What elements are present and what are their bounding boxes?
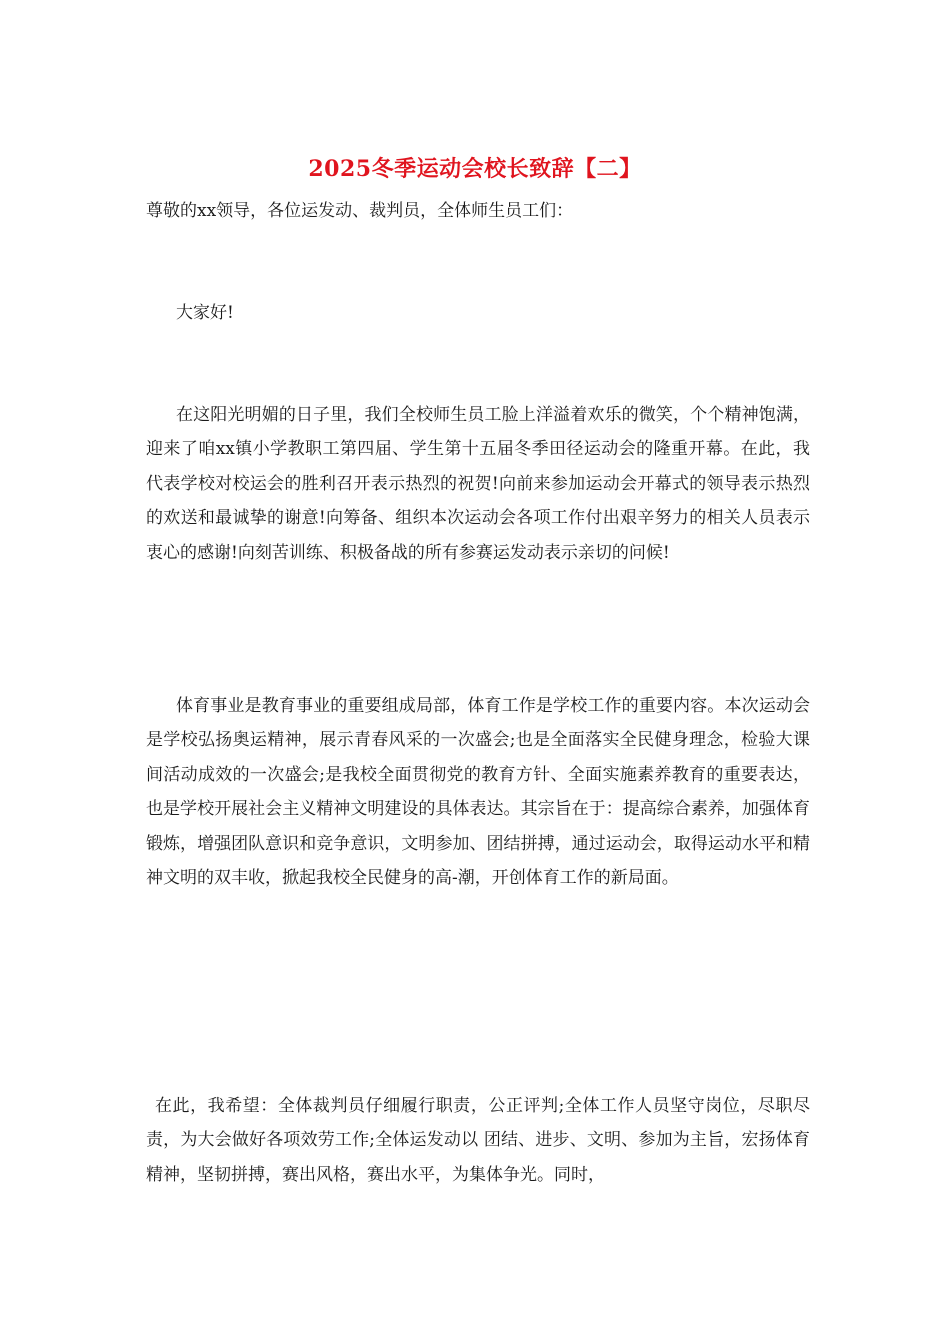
- paragraph-expectations: 在此，我希望：全体裁判员仔细履行职责，公正评判;全体工作人员坚守岗位，尽职尽责，为大会做好各项效劳工作;全体运发动以 团结、进步、文明、参加为主旨，宏扬体育精神，坚韧拼搏，赛出风格，赛出水平，为集体争光。同时，: [146, 1096, 810, 1185]
- paragraph-opening: 在这阳光明媚的日子里，我们全校师生员工脸上洋溢着欢乐的微笑，个个精神饱满，迎来了咱xx镇小学教职工第四届、学生第十五届冬季田径运动会的隆重开幕。在此，我代表学校对校运会的胜利召开表示热烈的祝贺!向前来参加运动会开幕式的领导表示热烈的欢送和最诚挚的谢意!向筹备、组织本次运动会各项工作付出艰辛努力的相关人员表示衷心的感谢!向刻苦训练、积极备战的所有参赛运发动表示亲切的问候!: [146, 405, 810, 563]
- salutation: 尊敬的xx领导，各位运发动、裁判员，全体师生员工们：: [146, 201, 574, 221]
- document-title: 2025冬季运动会校长致辞【二】: [308, 156, 642, 182]
- greeting: 大家好!: [176, 303, 234, 323]
- paragraph-significance: 体育事业是教育事业的重要组成局部，体育工作是学校工作的重要内容。本次运动会是学校弘扬奥运精神，展示青春风采的一次盛会;也是全面落实全民健身理念，检验大课间活动成效的一次盛会;是我校全面贯彻党的教育方针、全面实施素养教育的重要表达，也是学校开展社会主义精神文明建设的具体表达。其宗旨在于：提高综合素养，加强体育锻炼，增强团队意识和竞争意识，文明参加、团结拼搏，通过运动会，取得运动水平和精神文明的双丰收，掀起我校全民健身的高-潮，开创体育工作的新局面。: [146, 696, 810, 889]
